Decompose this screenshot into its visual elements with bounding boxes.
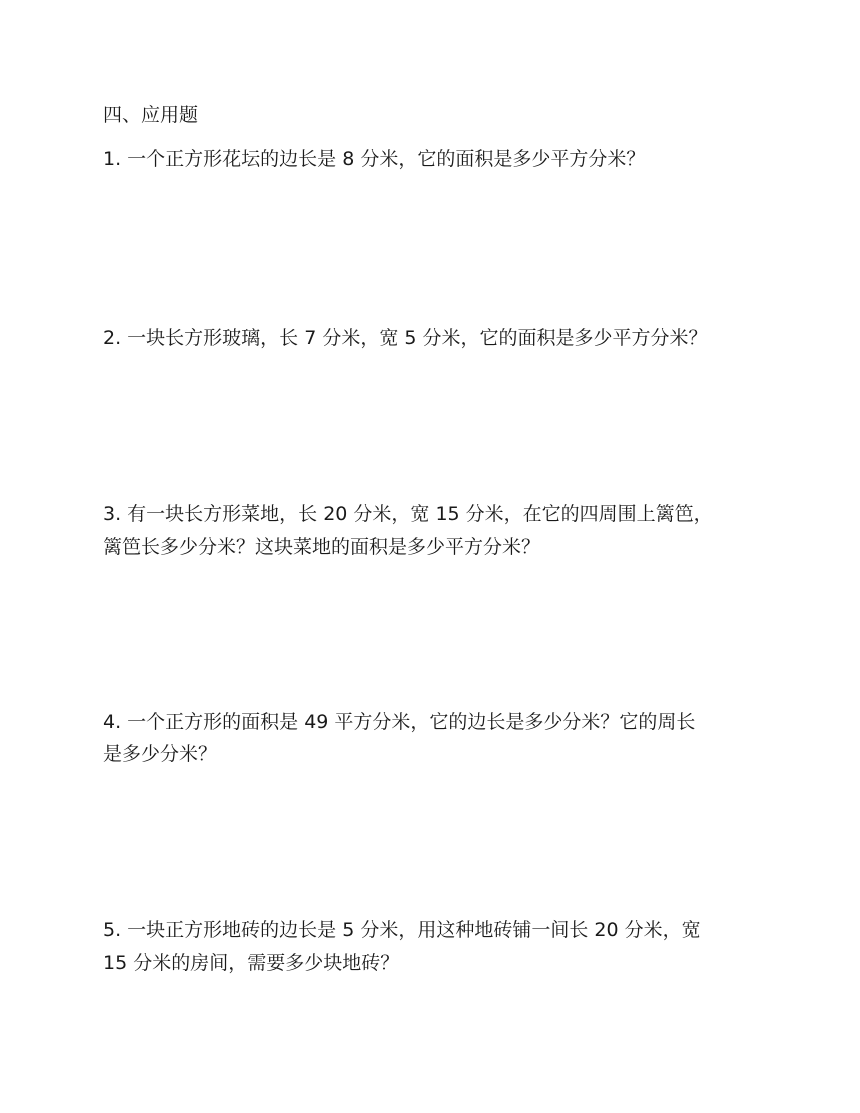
- question-5-line-1: 5. 一块正方形地砖的边长是 5 分米，用这种地砖铺一间长 20 分米，宽: [103, 919, 701, 941]
- question-3-line-2: 篱笆长多少分米？这块菜地的面积是多少平方分米？: [103, 536, 541, 558]
- question-2-line-1: 2. 一块长方形玻璃，长 7 分米，宽 5 分米，它的面积是多少平方分米？: [103, 327, 708, 349]
- question-4-line-1: 4. 一个正方形的面积是 49 平方分米，它的边长是多少分米？它的周长: [103, 711, 696, 733]
- question-3-line-1: 3. 有一块长方形菜地，长 20 分米，宽 15 分米，在它的四周围上篱笆，: [103, 503, 713, 525]
- question-4-line-2: 是多少分米？: [103, 743, 218, 765]
- section-heading: 四、应用题: [103, 104, 199, 126]
- question-5-line-2: 15 分米的房间，需要多少块地砖？: [103, 952, 400, 974]
- question-1-line-1: 1. 一个正方形花坛的边长是 8 分米，它的面积是多少平方分米？: [103, 148, 646, 170]
